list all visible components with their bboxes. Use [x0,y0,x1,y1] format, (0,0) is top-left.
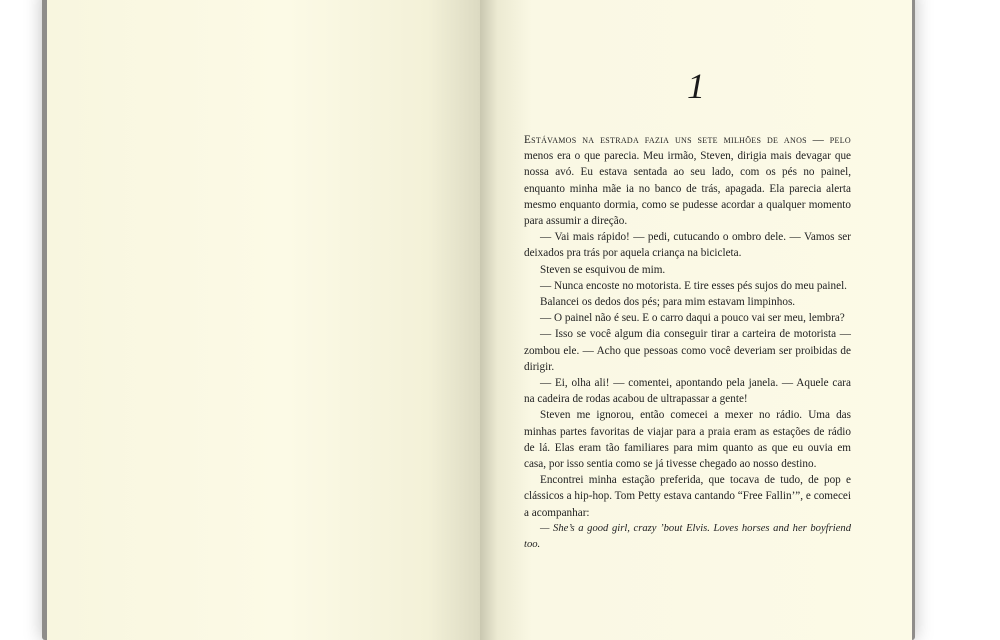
paragraph: Steven se esquivou de mim. [540,263,666,276]
paragraph: — Vai mais rápido! — pedi, cutucando o ombro dele. — Vamos ser deixados pra trás por aquela criança na bicicleta. [524,231,851,260]
chapter-text [524,132,851,553]
paragraph: Steven me ignorou, então comecei a mexer no rádio. Uma das minhas partes favoritas de viajar para a praia eram as estações de rádio de lá. Elas eram tão familiares para mim quanto as que eu ouvia em casa, por isso sentia como se já tivesse chegado ao nosso destino. [524,409,851,471]
opening-rest: menos era o que parecia. Meu irmão, Steven, dirigia mais devagar que nossa avó. Eu estava sentada ao seu lado, com os pés no painel, enquanto minha mãe ia no banco de trás, apagada. Ela parecia alerta mesmo enquanto dormia, como se pudesse acordar a qualquer momento para assumir a direção. [524,150,851,228]
opening-smallcaps: Estávamos na estrada fazia uns sete milhões de anos — pelo [524,134,851,146]
left-page [47,0,480,640]
lyric-line: — She’s a good girl, crazy ’bout Elvis. Loves horses and her boyfriend too. [524,522,851,551]
opening-paragraph [524,132,851,229]
paragraph: Encontrei minha estação preferida, que tocava de tudo, de pop e clássicos a hip-hop. Tom Petty estava cantando “Free Fallin’”, e comecei a acompanhar: [524,474,851,519]
paragraph: — O painel não é seu. E o carro daqui a pouco vai ser meu, lembra? [540,312,845,325]
right-page [480,0,912,640]
paragraph: — Nunca encoste no motorista. E tire esses pés sujos do meu painel. [540,279,847,292]
chapter-number: 1 [687,66,705,106]
paragraph: Balancei os dedos dos pés; para mim estavam limpinhos. [540,296,796,309]
paragraph: — Ei, olha ali! — comentei, apontando pela janela. — Aquele cara na cadeira de rodas acabou de ultrapassar a gente! [524,377,851,406]
paragraph: — Isso se você algum dia conseguir tirar a carteira de motorista — zombou ele. — Acho que pessoas como você deveriam ser proibidas de dirigir. [524,328,851,373]
